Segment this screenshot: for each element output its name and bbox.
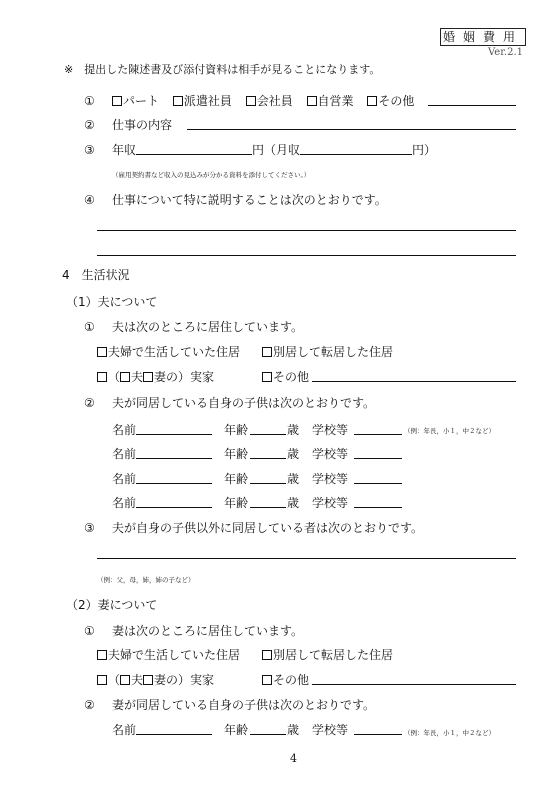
checkbox[interactable] xyxy=(173,96,183,106)
child-school-label: 学校等 xyxy=(312,496,349,510)
child-age-field[interactable] xyxy=(250,434,286,435)
checkbox[interactable] xyxy=(262,372,272,382)
monthly-income-label: 円（月収 xyxy=(252,143,301,157)
husband-children-question: 夫が同居している自身の子供は次のとおりです。 xyxy=(112,396,376,410)
child-age-label: 年齢 xyxy=(224,423,249,437)
checkbox[interactable] xyxy=(97,347,107,357)
section-heading: 4 生活状況 xyxy=(62,268,130,282)
others-note: （例：父，母，姉，姉の子など） xyxy=(97,576,195,584)
child-age-field[interactable] xyxy=(250,507,286,508)
checkbox[interactable] xyxy=(120,675,130,685)
child-school-field[interactable] xyxy=(354,734,402,735)
child-age-unit: 歳 xyxy=(287,723,300,737)
option-marital-home: 夫婦で生活していた住居 xyxy=(108,648,241,662)
option-wife-parents-home: 妻の）実家 xyxy=(154,673,215,687)
checkbox[interactable] xyxy=(262,347,272,357)
wife-children-question: 妻が同居している自身の子供は次のとおりです。 xyxy=(112,698,376,712)
checkbox[interactable] xyxy=(307,96,317,106)
child-age-field[interactable] xyxy=(250,483,286,484)
child-school-note: （例：年長，小１，中２など） xyxy=(404,729,495,737)
checkbox[interactable] xyxy=(112,96,122,106)
item-number: ① xyxy=(84,624,95,638)
child-age-unit: 歳 xyxy=(287,447,300,461)
husband-residence-question: 夫は次のところに居住しています。 xyxy=(112,320,304,334)
option-other: その他 xyxy=(273,673,310,687)
child-name-label: 名前 xyxy=(112,472,137,486)
option-husband: 夫 xyxy=(131,370,144,384)
employment-options xyxy=(112,94,414,108)
wife-residence-option-b xyxy=(262,648,393,662)
husband-residence-option-b xyxy=(262,345,393,359)
child-name-label: 名前 xyxy=(112,447,137,461)
other-employment-field[interactable] xyxy=(428,105,516,106)
item-number: ② xyxy=(84,698,95,712)
document-title: 婚姻費用 xyxy=(442,30,523,44)
item-number: ③ xyxy=(84,143,95,157)
husband-others-field[interactable] xyxy=(97,558,516,559)
child-age-label: 年齢 xyxy=(224,496,249,510)
item-number: ② xyxy=(84,118,95,132)
option-dispatch: 派遣社員 xyxy=(183,94,232,108)
item-number: ② xyxy=(84,396,95,410)
child-school-label: 学校等 xyxy=(312,447,349,461)
child-school-field[interactable] xyxy=(354,434,402,435)
item-number: ① xyxy=(84,320,95,334)
option-relocated-home: 別居して転居した住居 xyxy=(273,345,394,359)
child-name-label: 名前 xyxy=(112,423,137,437)
annual-income-label: 年収 xyxy=(112,143,137,157)
checkbox[interactable] xyxy=(143,675,153,685)
option-marital-home: 夫婦で生活していた住居 xyxy=(108,345,241,359)
child-age-field[interactable] xyxy=(250,734,286,735)
checkbox[interactable] xyxy=(262,650,272,660)
checkbox[interactable] xyxy=(120,372,130,382)
wife-residence-option-c xyxy=(97,673,214,687)
husband-heading: （1）夫について xyxy=(66,295,158,309)
husband-residence-options-row1 xyxy=(97,345,240,359)
child-age-label: 年齢 xyxy=(224,472,249,486)
page-number: 4 xyxy=(290,752,297,765)
child-age-label: 年齢 xyxy=(224,447,249,461)
child-name-field[interactable] xyxy=(136,434,212,435)
child-age-label: 年齢 xyxy=(224,723,249,737)
child-name-field[interactable] xyxy=(136,734,212,735)
child-school-label: 学校等 xyxy=(312,472,349,486)
husband-residence-option-d xyxy=(262,370,309,384)
monthly-income-unit: 円） xyxy=(412,143,437,157)
option-wife-parents-home: 妻の）実家 xyxy=(154,370,215,384)
checkbox[interactable] xyxy=(97,675,107,685)
wife-residence-option-d xyxy=(262,673,309,687)
job-explanation-line-1[interactable] xyxy=(97,230,516,231)
job-content-field[interactable] xyxy=(187,129,516,130)
document-title-box xyxy=(440,28,526,46)
child-name-field[interactable] xyxy=(136,483,212,484)
option-relocated-home: 別居して転居した住居 xyxy=(273,648,394,662)
child-age-unit: 歳 xyxy=(287,423,300,437)
husband-others-question: 夫が自身の子供以外に同居している者は次のとおりです。 xyxy=(112,521,424,535)
item-number: ① xyxy=(84,94,95,108)
child-age-field[interactable] xyxy=(250,458,286,459)
job-explanation-line-2[interactable] xyxy=(97,255,516,256)
checkbox[interactable] xyxy=(97,372,107,382)
checkbox[interactable] xyxy=(262,675,272,685)
child-school-note: （例：年長，小１，中２など） xyxy=(404,427,495,435)
child-school-label: 学校等 xyxy=(312,423,349,437)
child-name-label: 名前 xyxy=(112,723,137,737)
wife-residence-option-a xyxy=(97,648,240,662)
option-self-employed: 自営業 xyxy=(317,94,354,108)
option-part-time: パート xyxy=(123,94,160,108)
paren: （ xyxy=(108,370,121,384)
child-school-label: 学校等 xyxy=(312,723,349,737)
checkbox[interactable] xyxy=(246,96,256,106)
husband-other-residence-field[interactable] xyxy=(312,381,516,382)
wife-other-residence-field[interactable] xyxy=(312,684,516,685)
job-content-label: 仕事の内容 xyxy=(112,118,173,132)
child-name-field[interactable] xyxy=(136,507,212,508)
husband-residence-option-c xyxy=(97,370,214,384)
option-other: その他 xyxy=(273,370,310,384)
child-school-field[interactable] xyxy=(354,483,402,484)
checkbox[interactable] xyxy=(143,372,153,382)
income-note: （雇用契約書など収入の見込みが分かる資料を添付してください。） xyxy=(112,171,311,179)
option-husband: 夫 xyxy=(131,673,144,687)
paren: （ xyxy=(108,673,121,687)
checkbox[interactable] xyxy=(97,650,107,660)
annual-income-field[interactable] xyxy=(136,154,252,155)
child-name-label: 名前 xyxy=(112,496,137,510)
child-age-unit: 歳 xyxy=(287,496,300,510)
child-age-unit: 歳 xyxy=(287,472,300,486)
checkbox[interactable] xyxy=(367,96,377,106)
option-employee: 会社員 xyxy=(256,94,293,108)
option-other: その他 xyxy=(378,94,415,108)
version-label: Ver.2.1 xyxy=(488,47,523,58)
monthly-income-field[interactable] xyxy=(300,154,412,155)
item-number: ③ xyxy=(84,521,95,535)
child-school-field[interactable] xyxy=(354,507,402,508)
wife-residence-question: 妻は次のところに居住しています。 xyxy=(112,624,304,638)
job-explanation-label: 仕事について特に説明することは次のとおりです。 xyxy=(112,193,387,207)
item-number: ④ xyxy=(84,193,95,207)
notice-text: ※ 提出した陳述書及び添付資料は相手が見ることになります。 xyxy=(64,63,381,76)
wife-heading: （2）妻について xyxy=(66,598,158,612)
child-school-field[interactable] xyxy=(354,458,402,459)
child-name-field[interactable] xyxy=(136,458,212,459)
